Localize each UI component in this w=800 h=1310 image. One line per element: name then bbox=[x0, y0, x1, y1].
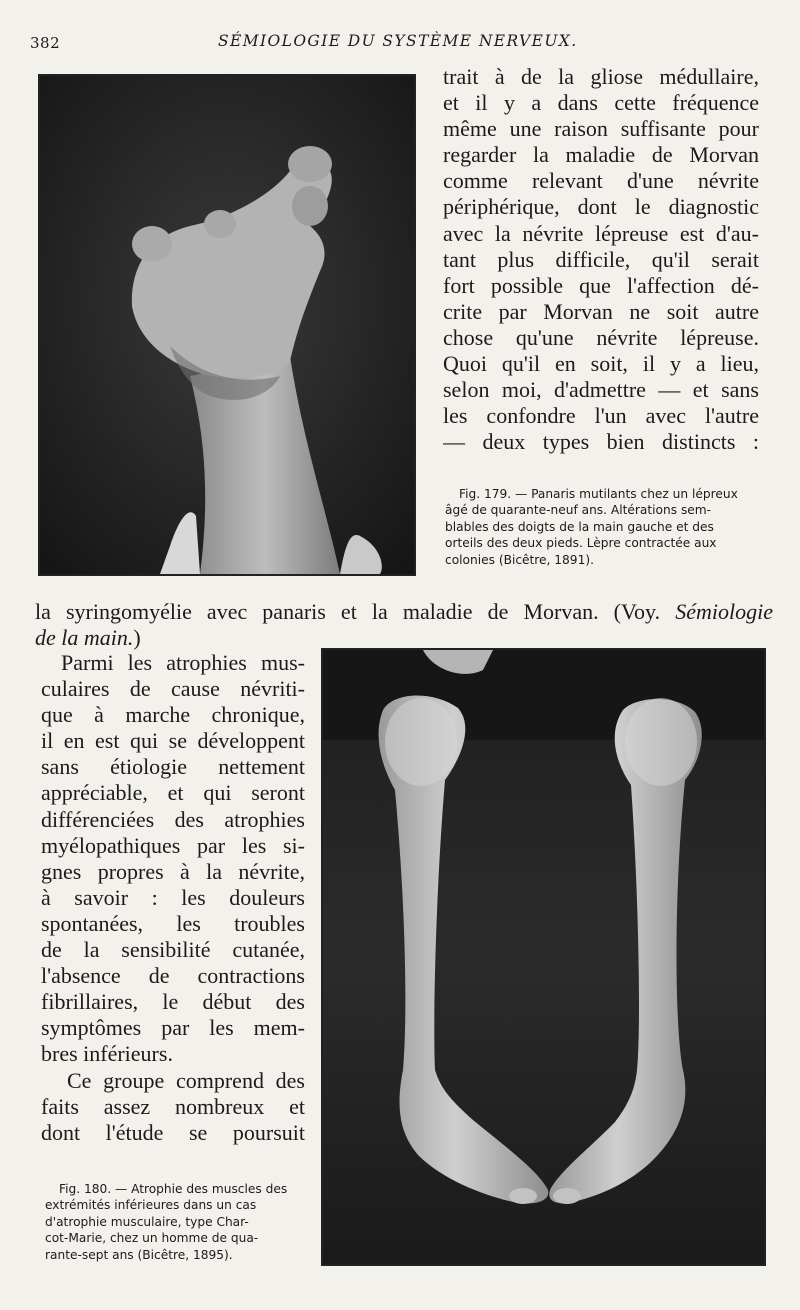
text-line: spontanées, les troubles bbox=[41, 910, 305, 936]
text-line: Quoi qu'il en soit, il y a lieu, bbox=[443, 351, 759, 377]
text-line: sans étiologie nettement bbox=[41, 754, 305, 780]
text-line: Ce groupe comprend des bbox=[67, 1067, 305, 1093]
text-line: périphérique, dont le diagnostic bbox=[443, 194, 759, 220]
text-line: à savoir : les douleurs bbox=[41, 884, 305, 910]
text-line: Parmi les atrophies mus- bbox=[61, 650, 305, 675]
figure-179-photo bbox=[38, 74, 416, 576]
text-line: et il y a dans cette fréquence bbox=[443, 90, 759, 116]
figure-180-photo bbox=[321, 648, 766, 1266]
atrophied-legs-photo bbox=[323, 650, 764, 1264]
figure-179-caption bbox=[445, 486, 765, 568]
wide-paragraph bbox=[35, 599, 773, 651]
text-line: faits assez nombreux et bbox=[41, 1093, 305, 1119]
text-line: culaires de cause névriti- bbox=[41, 676, 305, 702]
left-column-text bbox=[41, 650, 305, 1146]
cross-reference: Sémiologie bbox=[675, 599, 773, 624]
caption-line: colonies (Bicêtre, 1891). bbox=[445, 552, 594, 567]
right-column-text bbox=[443, 64, 759, 455]
text-line: que à marche chronique, bbox=[41, 702, 305, 728]
cross-reference: de la main. bbox=[35, 625, 134, 651]
mutilated-hand-photo bbox=[40, 76, 414, 574]
text-line: l'absence de contractions bbox=[41, 963, 305, 989]
text-line: avec la névrite lépreuse est d'au- bbox=[443, 220, 759, 246]
text-segment: ) bbox=[133, 625, 141, 651]
text-line: fort possible que l'affection dé- bbox=[443, 272, 759, 298]
text-line bbox=[35, 599, 773, 625]
caption-line: Fig. 179. — Panaris mutilants chez un lépreux bbox=[459, 487, 738, 501]
text-line: bres inférieurs. bbox=[41, 1041, 173, 1067]
text-line: selon moi, d'admettre — et sans bbox=[443, 377, 759, 403]
caption-line: d'atrophie musculaire, type Char- bbox=[45, 1214, 249, 1229]
text-line: même une raison suffisante pour bbox=[443, 116, 759, 142]
page-number: 382 bbox=[30, 34, 61, 52]
text-line: appréciable, et qui seront bbox=[41, 780, 305, 806]
text-line: gnes propres à la névrite, bbox=[41, 858, 305, 884]
text-line: — deux types bien distincts : bbox=[443, 429, 759, 455]
text-line: crite par Morvan ne soit autre bbox=[443, 298, 759, 324]
text-line: trait à de la gliose médullaire, bbox=[443, 64, 759, 89]
text-line: dont l'étude se poursuit bbox=[41, 1119, 305, 1145]
text-line: chose qu'une névrite lépreuse. bbox=[443, 324, 759, 350]
text-line: de la sensibilité cutanée, bbox=[41, 937, 305, 963]
caption-line: orteils des deux pieds. Lèpre contractée aux bbox=[445, 536, 717, 551]
text-line: tant plus difficile, qu'il serait bbox=[443, 246, 759, 272]
text-line: regarder la maladie de Morvan bbox=[443, 142, 759, 168]
text-line: comme relevant d'une névrite bbox=[443, 168, 759, 194]
text-line: fibrillaires, le début des bbox=[41, 989, 305, 1015]
text-segment: la syringomyélie avec panaris et la maladie de Morvan. (Voy. bbox=[35, 599, 676, 624]
text-line: il en est qui se développent bbox=[41, 728, 305, 754]
text-line: symptômes par les mem- bbox=[41, 1015, 305, 1041]
text-line: myélopathiques par les si- bbox=[41, 832, 305, 858]
caption-line: extrémités inférieures dans un cas bbox=[45, 1198, 257, 1213]
caption-line: Fig. 180. — Atrophie des muscles des bbox=[59, 1182, 288, 1196]
figure-180-caption bbox=[45, 1181, 310, 1263]
text-line: différenciées des atrophies bbox=[41, 806, 305, 832]
caption-line: rante-sept ans (Bicêtre, 1895). bbox=[45, 1247, 233, 1262]
caption-line: âgé de quarante-neuf ans. Altérations sem- bbox=[445, 503, 712, 518]
text-line: les confondre l'un avec l'autre bbox=[443, 403, 759, 429]
caption-line: blables des doigts de la main gauche et des bbox=[445, 519, 714, 534]
running-title: SÉMIOLOGIE DU SYSTÈME NERVEUX. bbox=[218, 32, 578, 50]
caption-line: cot-Marie, chez un homme de qua- bbox=[45, 1231, 259, 1246]
